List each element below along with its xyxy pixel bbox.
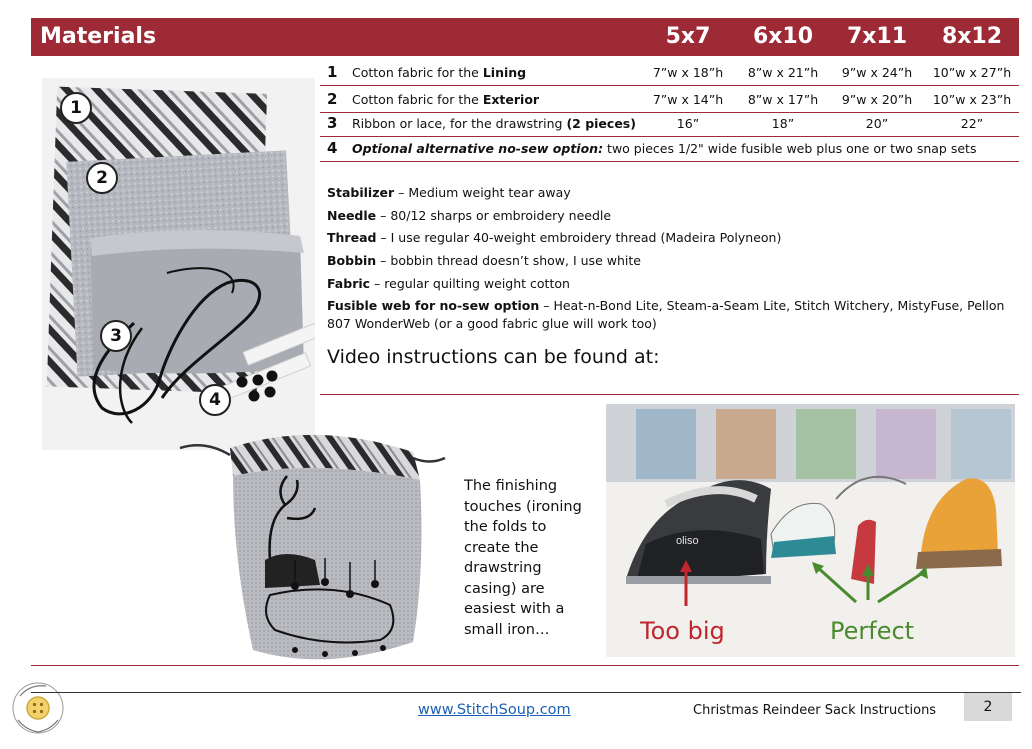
badge-1: 1 [60,92,92,124]
page-number: 2 [964,693,1012,721]
cell-8x12: 10”w x 23”h [932,92,1012,107]
logo-icon [10,680,66,736]
row-number: 1 [327,63,338,81]
too-big-label: Too big [640,617,725,645]
material-description: Cotton fabric for the Exterior [352,92,540,107]
row-number: 3 [327,114,338,132]
video-instructions-text: Video instructions can be found at: [327,346,660,368]
size-8x12-header: 8x12 [941,24,1003,49]
cell-8x12: 22” [960,116,984,131]
materials-illustration [42,78,315,450]
material-description: Optional alternative no-sew option: two pieces 1/2" wide fusible web plus one or two snap sets [352,141,977,156]
material-description: Cotton fabric for the Lining [352,65,527,80]
material-description: Ribbon or lace, for the drawstring (2 pieces) [352,116,636,131]
cell-6x10: 8”w x 17”h [747,92,819,107]
footer-rule [31,692,1021,693]
size-7x11-header: 7x11 [846,24,908,49]
finished-sack-photo [175,410,455,668]
irons-photo [606,404,1015,657]
badge-2: 2 [86,162,118,194]
cell-5x7: 16” [676,116,700,131]
cell-6x10: 8”w x 21”h [747,65,819,80]
material-row-3 [320,110,1019,137]
stitchsoup-link[interactable]: www.StitchSoup.com [418,702,571,718]
cell-8x12: 10”w x 27”h [932,65,1012,80]
materials-photo [42,78,315,450]
supply-stabilizer: Stabilizer – Medium weight tear away [327,185,571,200]
stitchsoup-logo [10,680,66,736]
material-row-2 [320,86,1019,113]
footer-divider [31,665,1019,666]
document-title: Christmas Reindeer Sack Instructions [693,703,937,718]
cell-6x10: 18” [771,116,795,131]
supply-thread: Thread – I use regular 40-weight embroidery thread (Madeira Polyneon) [327,230,782,245]
iron-brand-label: oliso [676,535,699,547]
materials-title: Materials [40,24,157,49]
material-row-4 [320,135,1019,162]
cell-7x11: 9”w x 20”h [841,92,913,107]
row-number: 4 [327,139,338,157]
supply-fabric: Fabric – regular quilting weight cotton [327,276,570,291]
materials-header-bar [31,18,1019,56]
cell-7x11: 9”w x 24”h [841,65,913,80]
supply-fusible-web: Fusible web for no-sew option – Heat-n-Bond Lite, Steam-a-Seam Lite, Stitch Witchery, MistyFuse, Pellon 807 WonderWeb (or a good fabric glue will work too) [327,298,1005,331]
size-5x7-header: 5x7 [665,24,711,49]
supply-needle: Needle – 80/12 sharps or embroidery needle [327,208,612,223]
supply-bobbin: Bobbin – bobbin thread doesn’t show, I use white [327,253,641,268]
cell-5x7: 7”w x 18”h [652,65,724,80]
reindeer-sack-illustration [175,410,455,668]
material-row-1 [320,59,1019,86]
badge-3: 3 [100,320,132,352]
ironing-caption: The finishing touches (ironing the folds to create the drawstring casing) are easiest with a small iron… [464,478,582,638]
size-6x10-header: 6x10 [752,24,814,49]
badge-4: 4 [199,384,231,416]
section-divider [320,394,1019,395]
perfect-label: Perfect [830,617,915,645]
row-number: 2 [327,90,338,108]
cell-7x11: 20” [865,116,889,131]
cell-5x7: 7”w x 14”h [652,92,724,107]
